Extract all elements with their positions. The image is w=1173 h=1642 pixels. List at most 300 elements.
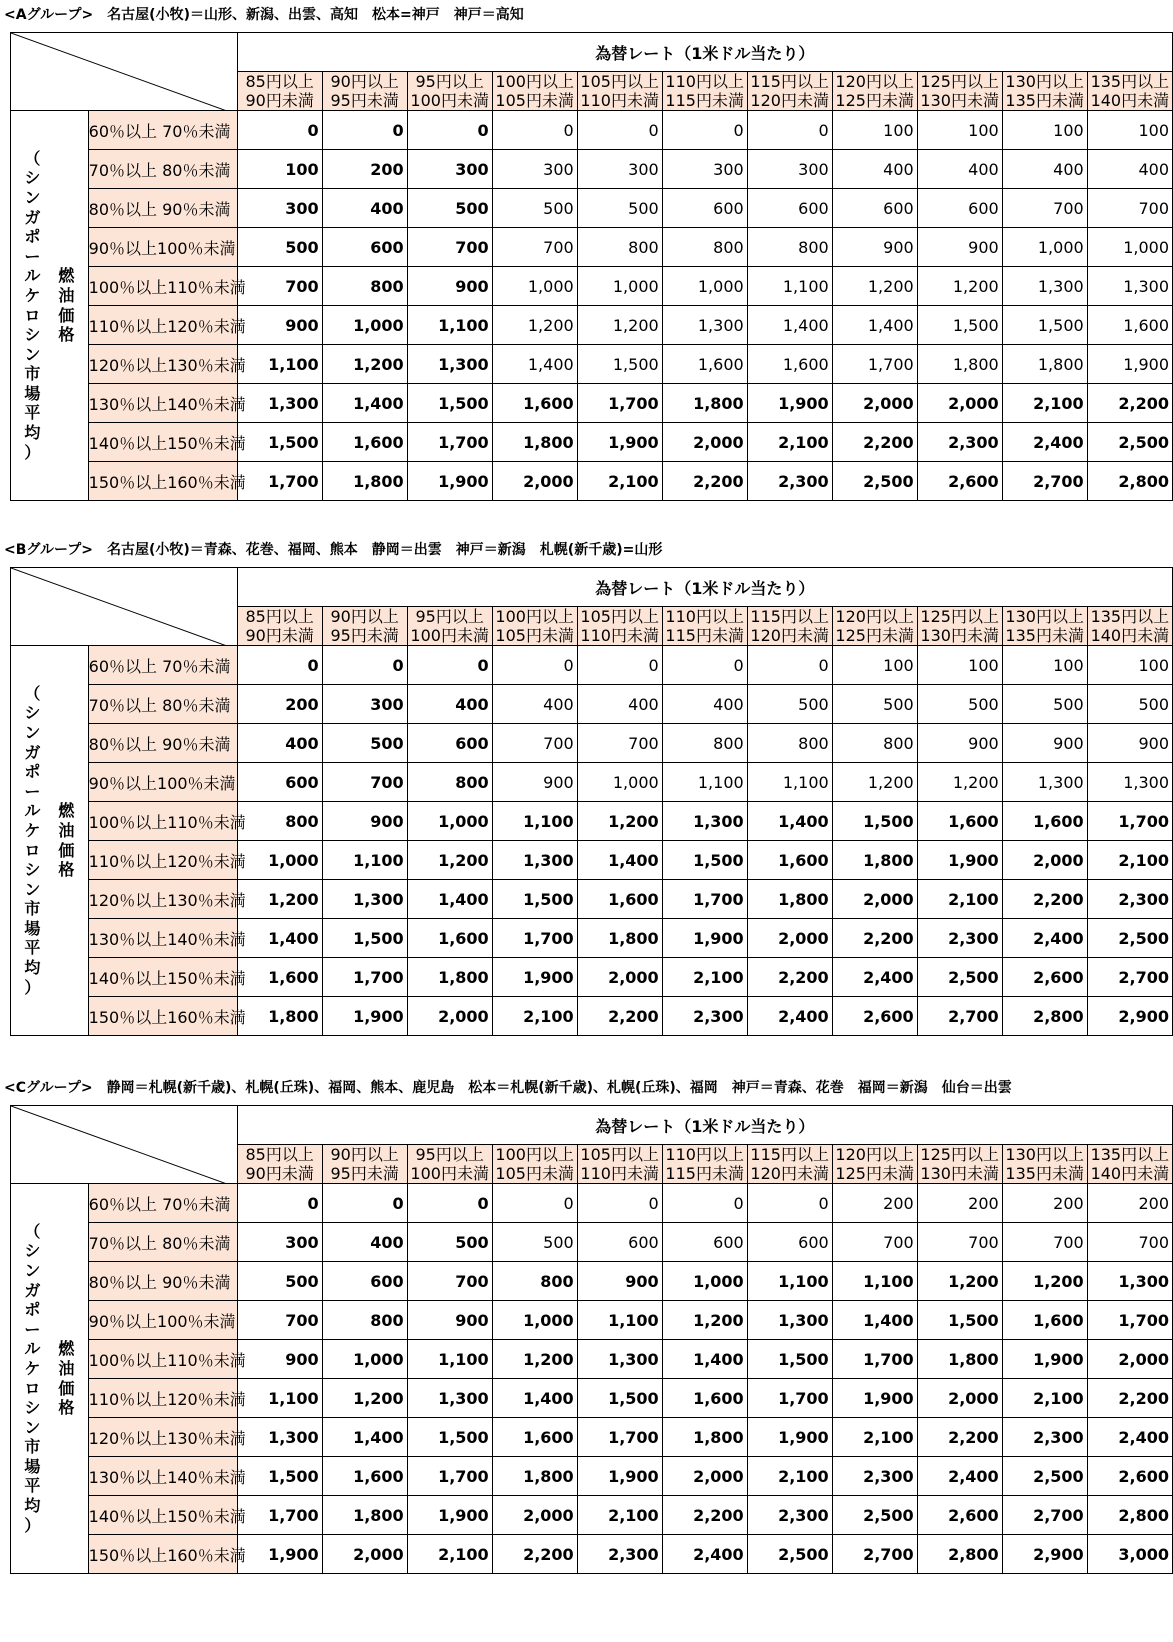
table-row [11,841,1173,880]
surcharge-cell: 1,200 [492,1340,577,1379]
column-header-to: 135円未満 [1005,626,1084,645]
surcharge-cell: 1,800 [917,1340,1002,1379]
column-header [832,72,917,111]
table-row [11,646,1173,685]
side-label-char: ル [24,1339,41,1359]
surcharge-cell: 2,400 [747,997,832,1036]
surcharge-cell: 200 [917,1184,1002,1223]
surcharge-cell: 1,200 [237,880,322,919]
column-header [917,1145,1002,1184]
column-header-from: 100円以上 [495,1145,574,1164]
side-label-char: 平 [24,403,41,423]
surcharge-cell: 800 [662,228,747,267]
surcharge-cell: 1,100 [577,1301,662,1340]
side-label-char: 燃 [58,801,75,821]
surcharge-cell: 500 [407,189,492,228]
column-header-to: 105円未満 [495,626,574,645]
table-row [11,763,1173,802]
surcharge-cell: 1,900 [237,1535,322,1574]
column-header-from: 135円以上 [1090,607,1170,626]
table-row [11,1301,1173,1340]
surcharge-cell: 1,300 [237,1418,322,1457]
column-header-from: 120円以上 [835,72,914,91]
side-label-char: ン [24,1417,41,1437]
row-header: 100％以上110％未満 [88,267,237,306]
side-label-char: ン [24,1260,41,1280]
surcharge-cell: 1,800 [407,958,492,997]
table-row [11,384,1173,423]
surcharge-cell: 2,000 [492,462,577,501]
side-label-char: シ [24,1241,41,1261]
surcharge-cell: 800 [747,228,832,267]
surcharge-cell: 200 [1002,1184,1087,1223]
row-header: 150％以上160％未満 [88,462,237,501]
surcharge-cell: 2,400 [1002,919,1087,958]
column-header-from: 110円以上 [665,607,744,626]
surcharge-cell: 1,400 [662,1340,747,1379]
surcharge-cell: 2,300 [747,1496,832,1535]
side-label-char: 場 [24,1456,41,1476]
surcharge-cell: 100 [917,646,1002,685]
column-header-from: 130円以上 [1005,72,1084,91]
surcharge-cell: 900 [832,228,917,267]
surcharge-cell: 1,300 [237,384,322,423]
surcharge-cell: 2,100 [747,1457,832,1496]
surcharge-table [10,32,1173,501]
column-header-to: 95円未満 [330,1164,399,1183]
column-header-to: 135円未満 [1005,1164,1084,1183]
surcharge-cell: 0 [662,111,747,150]
surcharge-cell: 2,800 [1087,1496,1172,1535]
column-header [322,72,407,111]
surcharge-cell: 1,900 [322,997,407,1036]
surcharge-cell: 800 [747,724,832,763]
surcharge-cell: 400 [662,685,747,724]
surcharge-cell: 2,500 [832,1496,917,1535]
side-label-kerosene [24,1222,40,1536]
surcharge-cell: 1,700 [577,384,662,423]
surcharge-cell: 0 [492,646,577,685]
column-header-to: 100円未満 [410,91,489,110]
surcharge-cell: 1,600 [1087,306,1172,345]
column-header-from: 125円以上 [920,607,999,626]
side-label-fuel-price [58,801,74,879]
surcharge-cell: 1,500 [407,1418,492,1457]
surcharge-cell: 2,600 [917,462,1002,501]
surcharge-cell: 1,000 [662,267,747,306]
surcharge-cell: 1,800 [662,1418,747,1457]
row-header: 120％以上130％未満 [88,1418,237,1457]
side-label-char: （ [24,148,41,168]
row-header: 110％以上120％未満 [88,306,237,345]
surcharge-cell: 1,100 [832,1262,917,1301]
surcharge-cell: 1,800 [917,345,1002,384]
surcharge-cell: 0 [492,111,577,150]
side-label-char: 価 [58,305,75,325]
column-header-from: 100円以上 [495,72,574,91]
surcharge-cell: 1,600 [917,802,1002,841]
surcharge-cell: 2,000 [917,1379,1002,1418]
side-label-char: ） [24,442,41,462]
surcharge-cell: 2,000 [1002,841,1087,880]
surcharge-cell: 2,200 [662,1496,747,1535]
surcharge-cell: 1,800 [322,462,407,501]
row-header: 90％以上100％未満 [88,228,237,267]
surcharge-cell: 2,400 [1002,423,1087,462]
surcharge-cell: 1,000 [662,1262,747,1301]
surcharge-cell: 2,800 [1087,462,1172,501]
row-header: 140％以上150％未満 [88,1496,237,1535]
header-row [11,33,1173,72]
surcharge-cell: 1,300 [1002,763,1087,802]
column-header-from: 85円以上 [245,1145,314,1164]
surcharge-cell: 100 [1087,646,1172,685]
diagonal-corner-cell [11,568,238,646]
column-header-from: 105円以上 [580,1145,659,1164]
surcharge-cell: 1,400 [407,880,492,919]
surcharge-cell: 2,500 [917,958,1002,997]
surcharge-cell: 1,400 [322,1418,407,1457]
surcharge-cell: 1,300 [407,345,492,384]
surcharge-cell: 300 [322,685,407,724]
surcharge-cell: 0 [322,1184,407,1223]
surcharge-cell: 2,100 [747,423,832,462]
table-row [11,267,1173,306]
table-row [11,1496,1173,1535]
column-header [237,1145,322,1184]
column-header [577,72,662,111]
column-header-to: 120円未満 [750,626,829,645]
row-header: 70％以上 80％未満 [88,1223,237,1262]
column-header [747,1145,832,1184]
surcharge-cell: 1,200 [832,763,917,802]
surcharge-cell: 200 [322,150,407,189]
side-label-char: ン [24,722,41,742]
surcharge-cell: 800 [407,763,492,802]
surcharge-cell: 600 [747,1223,832,1262]
surcharge-cell: 400 [1087,150,1172,189]
side-label-char: シ [24,168,41,188]
surcharge-cell: 1,000 [577,267,662,306]
header-row [11,1106,1173,1145]
surcharge-cell: 2,000 [407,997,492,1036]
surcharge-cell: 1,300 [662,306,747,345]
surcharge-cell: 1,300 [577,1340,662,1379]
column-header [1087,607,1172,646]
side-label-char: 均 [24,423,41,443]
surcharge-cell: 1,900 [577,1457,662,1496]
column-header [747,607,832,646]
surcharge-cell: 1,400 [492,345,577,384]
surcharge-cell: 2,000 [662,1457,747,1496]
surcharge-table [10,1105,1173,1574]
surcharge-cell: 900 [407,1301,492,1340]
surcharge-cell: 900 [577,1262,662,1301]
side-label-char: 格 [58,860,75,880]
side-label-char: ロ [24,840,41,860]
fuel-price-side-label [11,646,89,1036]
surcharge-cell: 0 [747,1184,832,1223]
surcharge-cell: 600 [662,1223,747,1262]
surcharge-cell: 1,700 [832,1340,917,1379]
surcharge-cell: 1,700 [1087,802,1172,841]
column-header-to: 115円未満 [665,626,744,645]
surcharge-cell: 2,400 [832,958,917,997]
surcharge-cell: 2,100 [1002,384,1087,423]
surcharge-cell: 2,000 [832,384,917,423]
column-header-from: 85円以上 [245,607,314,626]
surcharge-cell: 300 [662,150,747,189]
surcharge-cell: 2,000 [662,423,747,462]
surcharge-cell: 1,300 [492,841,577,880]
side-label-char: 場 [24,383,41,403]
side-label-char: ポ [24,1300,41,1320]
surcharge-cell: 1,500 [917,306,1002,345]
group-title: <Aグループ> 名古屋(小牧)＝山形、新潟、出雲、高知 松本=神戸 神戸＝高知 [4,7,524,23]
side-label-char: （ [24,1221,41,1241]
surcharge-cell: 1,700 [492,919,577,958]
column-header-to: 105円未満 [495,91,574,110]
surcharge-cell: 500 [237,228,322,267]
table-row [11,150,1173,189]
column-header [577,607,662,646]
column-header [407,72,492,111]
surcharge-cell: 400 [577,685,662,724]
surcharge-cell: 1,500 [577,1379,662,1418]
surcharge-cell: 2,700 [832,1535,917,1574]
column-header-to: 110円未満 [580,626,659,645]
surcharge-cell: 2,100 [917,880,1002,919]
side-label-char: シ [24,703,41,723]
row-header: 80％以上 90％未満 [88,1262,237,1301]
surcharge-cell: 500 [492,1223,577,1262]
surcharge-cell: 2,100 [407,1535,492,1574]
surcharge-cell: 0 [747,111,832,150]
column-header [832,607,917,646]
surcharge-cell: 1,500 [917,1301,1002,1340]
surcharge-cell: 2,300 [832,1457,917,1496]
surcharge-cell: 800 [832,724,917,763]
row-header: 80％以上 90％未満 [88,724,237,763]
table-row [11,1418,1173,1457]
surcharge-cell: 2,000 [832,880,917,919]
column-header-to: 110円未満 [580,1164,659,1183]
column-header [322,1145,407,1184]
surcharge-cell: 1,200 [322,345,407,384]
row-header: 130％以上140％未満 [88,919,237,958]
column-header [832,1145,917,1184]
surcharge-cell: 1,800 [492,423,577,462]
row-header: 150％以上160％未満 [88,1535,237,1574]
column-header-to: 100円未満 [410,1164,489,1183]
side-label-char: ー [24,246,41,266]
surcharge-cell: 1,600 [492,384,577,423]
side-label-char: シ [24,325,41,345]
surcharge-table [10,567,1173,1036]
column-header [662,1145,747,1184]
surcharge-cell: 700 [1002,189,1087,228]
side-label-char: 価 [58,840,75,860]
surcharge-cell: 700 [1087,189,1172,228]
surcharge-cell: 100 [917,111,1002,150]
surcharge-cell: 1,200 [1002,1262,1087,1301]
column-header-from: 95円以上 [415,607,484,626]
group-title: <Bグループ> 名古屋(小牧)＝青森、花巻、福岡、熊本 静岡＝出雲 神戸＝新潟 札幌(新千歳)=山形 [4,542,663,558]
surcharge-cell: 0 [237,646,322,685]
column-header [917,72,1002,111]
surcharge-cell: 1,900 [492,958,577,997]
side-label-char: ガ [24,1280,41,1300]
surcharge-cell: 2,300 [747,462,832,501]
surcharge-cell: 1,800 [237,997,322,1036]
row-header: 150％以上160％未満 [88,997,237,1036]
surcharge-cell: 1,900 [1002,1340,1087,1379]
row-header: 140％以上150％未満 [88,958,237,997]
surcharge-cell: 100 [237,150,322,189]
surcharge-cell: 1,100 [237,345,322,384]
exchange-rate-header: 為替レート（1米ドル当たり） [237,1106,1172,1145]
side-label-char: ル [24,801,41,821]
diagonal-line [11,33,227,111]
surcharge-cell: 1,100 [662,763,747,802]
surcharge-cell: 400 [832,150,917,189]
table-row [11,685,1173,724]
surcharge-cell: 1,200 [832,267,917,306]
column-header [407,1145,492,1184]
side-label-char: 格 [58,325,75,345]
side-label-char: （ [24,683,41,703]
surcharge-cell: 1,700 [322,958,407,997]
surcharge-cell: 1,800 [662,384,747,423]
row-header: 120％以上130％未満 [88,880,237,919]
surcharge-cell: 1,000 [492,267,577,306]
side-label-char: ン [24,187,41,207]
table-row [11,919,1173,958]
surcharge-cell: 1,200 [577,306,662,345]
surcharge-cell: 1,400 [832,1301,917,1340]
column-header [1087,72,1172,111]
side-label-char: ロ [24,1378,41,1398]
exchange-rate-header: 為替レート（1米ドル当たり） [237,33,1172,72]
row-header: 130％以上140％未満 [88,1457,237,1496]
fuel-price-side-label [11,111,89,501]
surcharge-cell: 1,300 [1087,1262,1172,1301]
surcharge-cell: 600 [407,724,492,763]
surcharge-cell: 700 [237,267,322,306]
row-header: 90％以上100％未満 [88,763,237,802]
surcharge-cell: 2,700 [1002,462,1087,501]
side-label-char: ン [24,344,41,364]
surcharge-cell: 900 [1087,724,1172,763]
surcharge-cell: 500 [917,685,1002,724]
row-header: 90％以上100％未満 [88,1301,237,1340]
surcharge-cell: 700 [917,1223,1002,1262]
side-label-char: 均 [24,1496,41,1516]
surcharge-cell: 1,100 [407,306,492,345]
surcharge-cell: 700 [832,1223,917,1262]
diagonal-corner-cell [11,33,238,111]
column-header-to: 130円未満 [920,1164,999,1183]
surcharge-cell: 300 [577,150,662,189]
column-header-from: 115円以上 [750,607,829,626]
surcharge-cell: 1,700 [1087,1301,1172,1340]
side-label-char: 格 [58,1398,75,1418]
surcharge-cell: 1,900 [832,1379,917,1418]
surcharge-cell: 1,400 [237,919,322,958]
surcharge-cell: 1,600 [1002,1301,1087,1340]
surcharge-cell: 1,000 [577,763,662,802]
surcharge-cell: 1,700 [832,345,917,384]
row-header: 60％以上 70％未満 [88,646,237,685]
surcharge-cell: 1,900 [917,841,1002,880]
surcharge-cell: 1,600 [322,1457,407,1496]
surcharge-cell: 2,500 [1087,423,1172,462]
surcharge-cell: 700 [492,228,577,267]
surcharge-cell: 0 [577,111,662,150]
surcharge-cell: 1,500 [1002,306,1087,345]
surcharge-cell: 2,700 [917,997,1002,1036]
table-row [11,462,1173,501]
side-label-char: ン [24,879,41,899]
column-header [662,607,747,646]
surcharge-cell: 1,200 [322,1379,407,1418]
surcharge-cell: 400 [492,685,577,724]
surcharge-cell: 100 [1002,111,1087,150]
surcharge-cell: 1,100 [322,841,407,880]
surcharge-cell: 2,200 [917,1418,1002,1457]
surcharge-cell: 2,200 [1087,1379,1172,1418]
surcharge-cell: 1,000 [407,802,492,841]
surcharge-cell: 1,600 [407,919,492,958]
column-header-to: 90円未満 [245,1164,314,1183]
surcharge-cell: 2,900 [1087,997,1172,1036]
surcharge-cell: 2,100 [832,1418,917,1457]
surcharge-cell: 2,000 [492,1496,577,1535]
surcharge-cell: 2,000 [577,958,662,997]
surcharge-cell: 1,800 [322,1496,407,1535]
surcharge-cell: 1,100 [747,267,832,306]
column-header [747,72,832,111]
side-label-fuel-price [58,1339,74,1417]
surcharge-cell: 1,300 [747,1301,832,1340]
exchange-rate-header: 為替レート（1米ドル当たり） [237,568,1172,607]
surcharge-cell: 100 [832,111,917,150]
column-header-to: 125円未満 [835,1164,914,1183]
surcharge-cell: 2,200 [577,997,662,1036]
surcharge-cell: 100 [1087,111,1172,150]
column-header-to: 125円未満 [835,91,914,110]
surcharge-cell: 1,600 [662,1379,747,1418]
surcharge-cell: 1,200 [917,763,1002,802]
side-label-char: 燃 [58,1339,75,1359]
surcharge-cell: 300 [407,150,492,189]
column-header [662,72,747,111]
surcharge-cell: 1,500 [577,345,662,384]
surcharge-cell: 1,500 [832,802,917,841]
surcharge-cell: 400 [1002,150,1087,189]
table-row [11,1457,1173,1496]
header-row [11,568,1173,607]
surcharge-cell: 2,600 [1087,1457,1172,1496]
surcharge-cell: 1,600 [1002,802,1087,841]
surcharge-cell: 2,500 [832,462,917,501]
column-header-to: 100円未満 [410,626,489,645]
row-header: 140％以上150％未満 [88,423,237,462]
surcharge-cell: 500 [577,189,662,228]
surcharge-cell: 1,400 [492,1379,577,1418]
surcharge-cell: 1,000 [322,1340,407,1379]
surcharge-cell: 1,900 [407,1496,492,1535]
